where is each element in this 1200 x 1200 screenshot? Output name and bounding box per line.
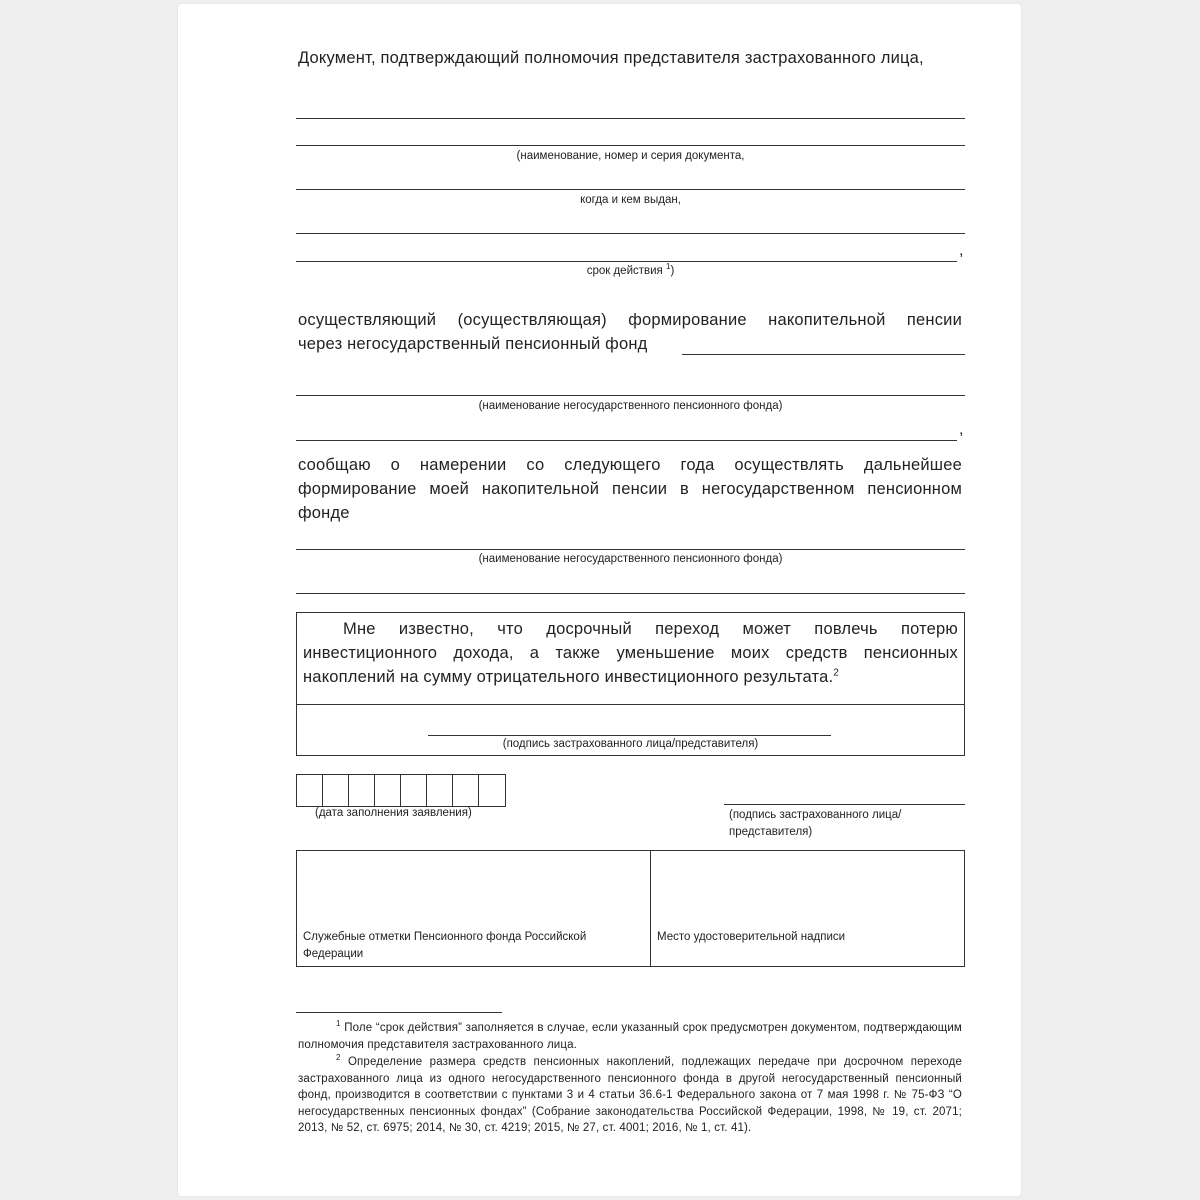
caption-signature-right: (подпись застрахованного лица/ представителя): [729, 809, 902, 838]
intro-paragraph: Документ, подтверждающий полномочия представителя застрахованного лица,: [298, 49, 924, 67]
notary-place-cell: Место удостоверительной надписи: [657, 931, 846, 943]
npf-line-1[interactable]: [296, 395, 965, 396]
caption-date: (дата заполнения заявления): [315, 807, 472, 819]
npf-line-2[interactable]: [296, 440, 957, 441]
document-line-2[interactable]: [296, 145, 965, 146]
intent-paragraph: сообщаю о намерении со следующего года осуществлять дальнейшее формирование моей накопительной пенсии в негосударственном пенсионном фонде: [298, 456, 962, 522]
signature-line-box[interactable]: [428, 735, 831, 736]
document-line-4[interactable]: [296, 233, 965, 234]
date-cell[interactable]: [427, 775, 453, 806]
table-divider: [650, 851, 651, 966]
warning-divider: [297, 704, 964, 705]
date-cell[interactable]: [297, 775, 323, 806]
footnote-separator: [296, 1012, 502, 1013]
date-cell[interactable]: [375, 775, 401, 806]
comma-2: ,: [959, 421, 964, 438]
date-cell[interactable]: [323, 775, 349, 806]
signature-line-right[interactable]: [724, 804, 965, 805]
caption-validity: срок действия $^1$): [586, 262, 675, 277]
date-cell[interactable]: [401, 775, 427, 806]
document-line-5[interactable]: [296, 261, 957, 262]
footnote-2: $^2$ Определение размера средств пенсионных накоплений, подлежащих передаче при досрочном переходе застрахованного лица из одного негосударственного пенсионного фонда в другой негосударственный пенсионный фонд, производится в соответствии с пунктами 3 и 4 статьи 36.6-1 Федерального закона от 7 мая 1998 г. № 75-ФЗ “О негосударственных пенсионных фондах” (Собрание законодательства Российской Федерации, 1998, № 19, ст. 2071; 2013, № 52, ст. 6975; 2014, № 30, ст. 4219; 2015, № 27, ст. 4001; 2016, № 1, ст. 41).: [298, 1053, 962, 1135]
warning-text: Мне известно, что досрочный переход может повлечь потерю инвестиционного дохода, а также уменьшение моих средств пенсионных накоплений на сумму отрицательного инвестиционного результата.$^2$: [303, 620, 958, 686]
document-line-1[interactable]: [296, 118, 965, 119]
date-cell[interactable]: [349, 775, 375, 806]
caption-npf-name-2: (наименование негосударственного пенсионного фонда): [478, 553, 783, 565]
official-marks-table: [296, 850, 965, 967]
warning-box: [296, 612, 965, 756]
npf-inline-line[interactable]: [682, 354, 965, 355]
caption-issued: когда и кем выдан,: [580, 194, 681, 206]
document-page: [178, 4, 1021, 1196]
new-npf-line-2[interactable]: [296, 593, 965, 594]
date-cell[interactable]: [453, 775, 479, 806]
npf-paragraph-line1: осуществляющий (осуществляющая) формирование накопительной пенсии: [298, 311, 962, 329]
npf-paragraph-line2: через негосударственный пенсионный фонд: [298, 335, 648, 353]
date-cells[interactable]: [296, 774, 506, 807]
document-line-3[interactable]: [296, 189, 965, 190]
new-npf-line-1[interactable]: [296, 549, 965, 550]
footnote-1: $^1$ Поле “срок действия” заполняется в случае, если указанный срок предусмотрен документом, подтверждающим полномочия представителя застрахованного лица.: [298, 1019, 962, 1051]
caption-signature-box: (подпись застрахованного лица/представителя): [502, 738, 759, 750]
pfr-marks-cell: Служебные отметки Пенсионного фонда Российской Федерации: [303, 931, 587, 960]
caption-npf-name-1: (наименование негосударственного пенсионного фонда): [478, 400, 783, 412]
comma-1: ,: [959, 242, 964, 259]
caption-document-name: (наименование, номер и серия документа,: [516, 150, 745, 162]
